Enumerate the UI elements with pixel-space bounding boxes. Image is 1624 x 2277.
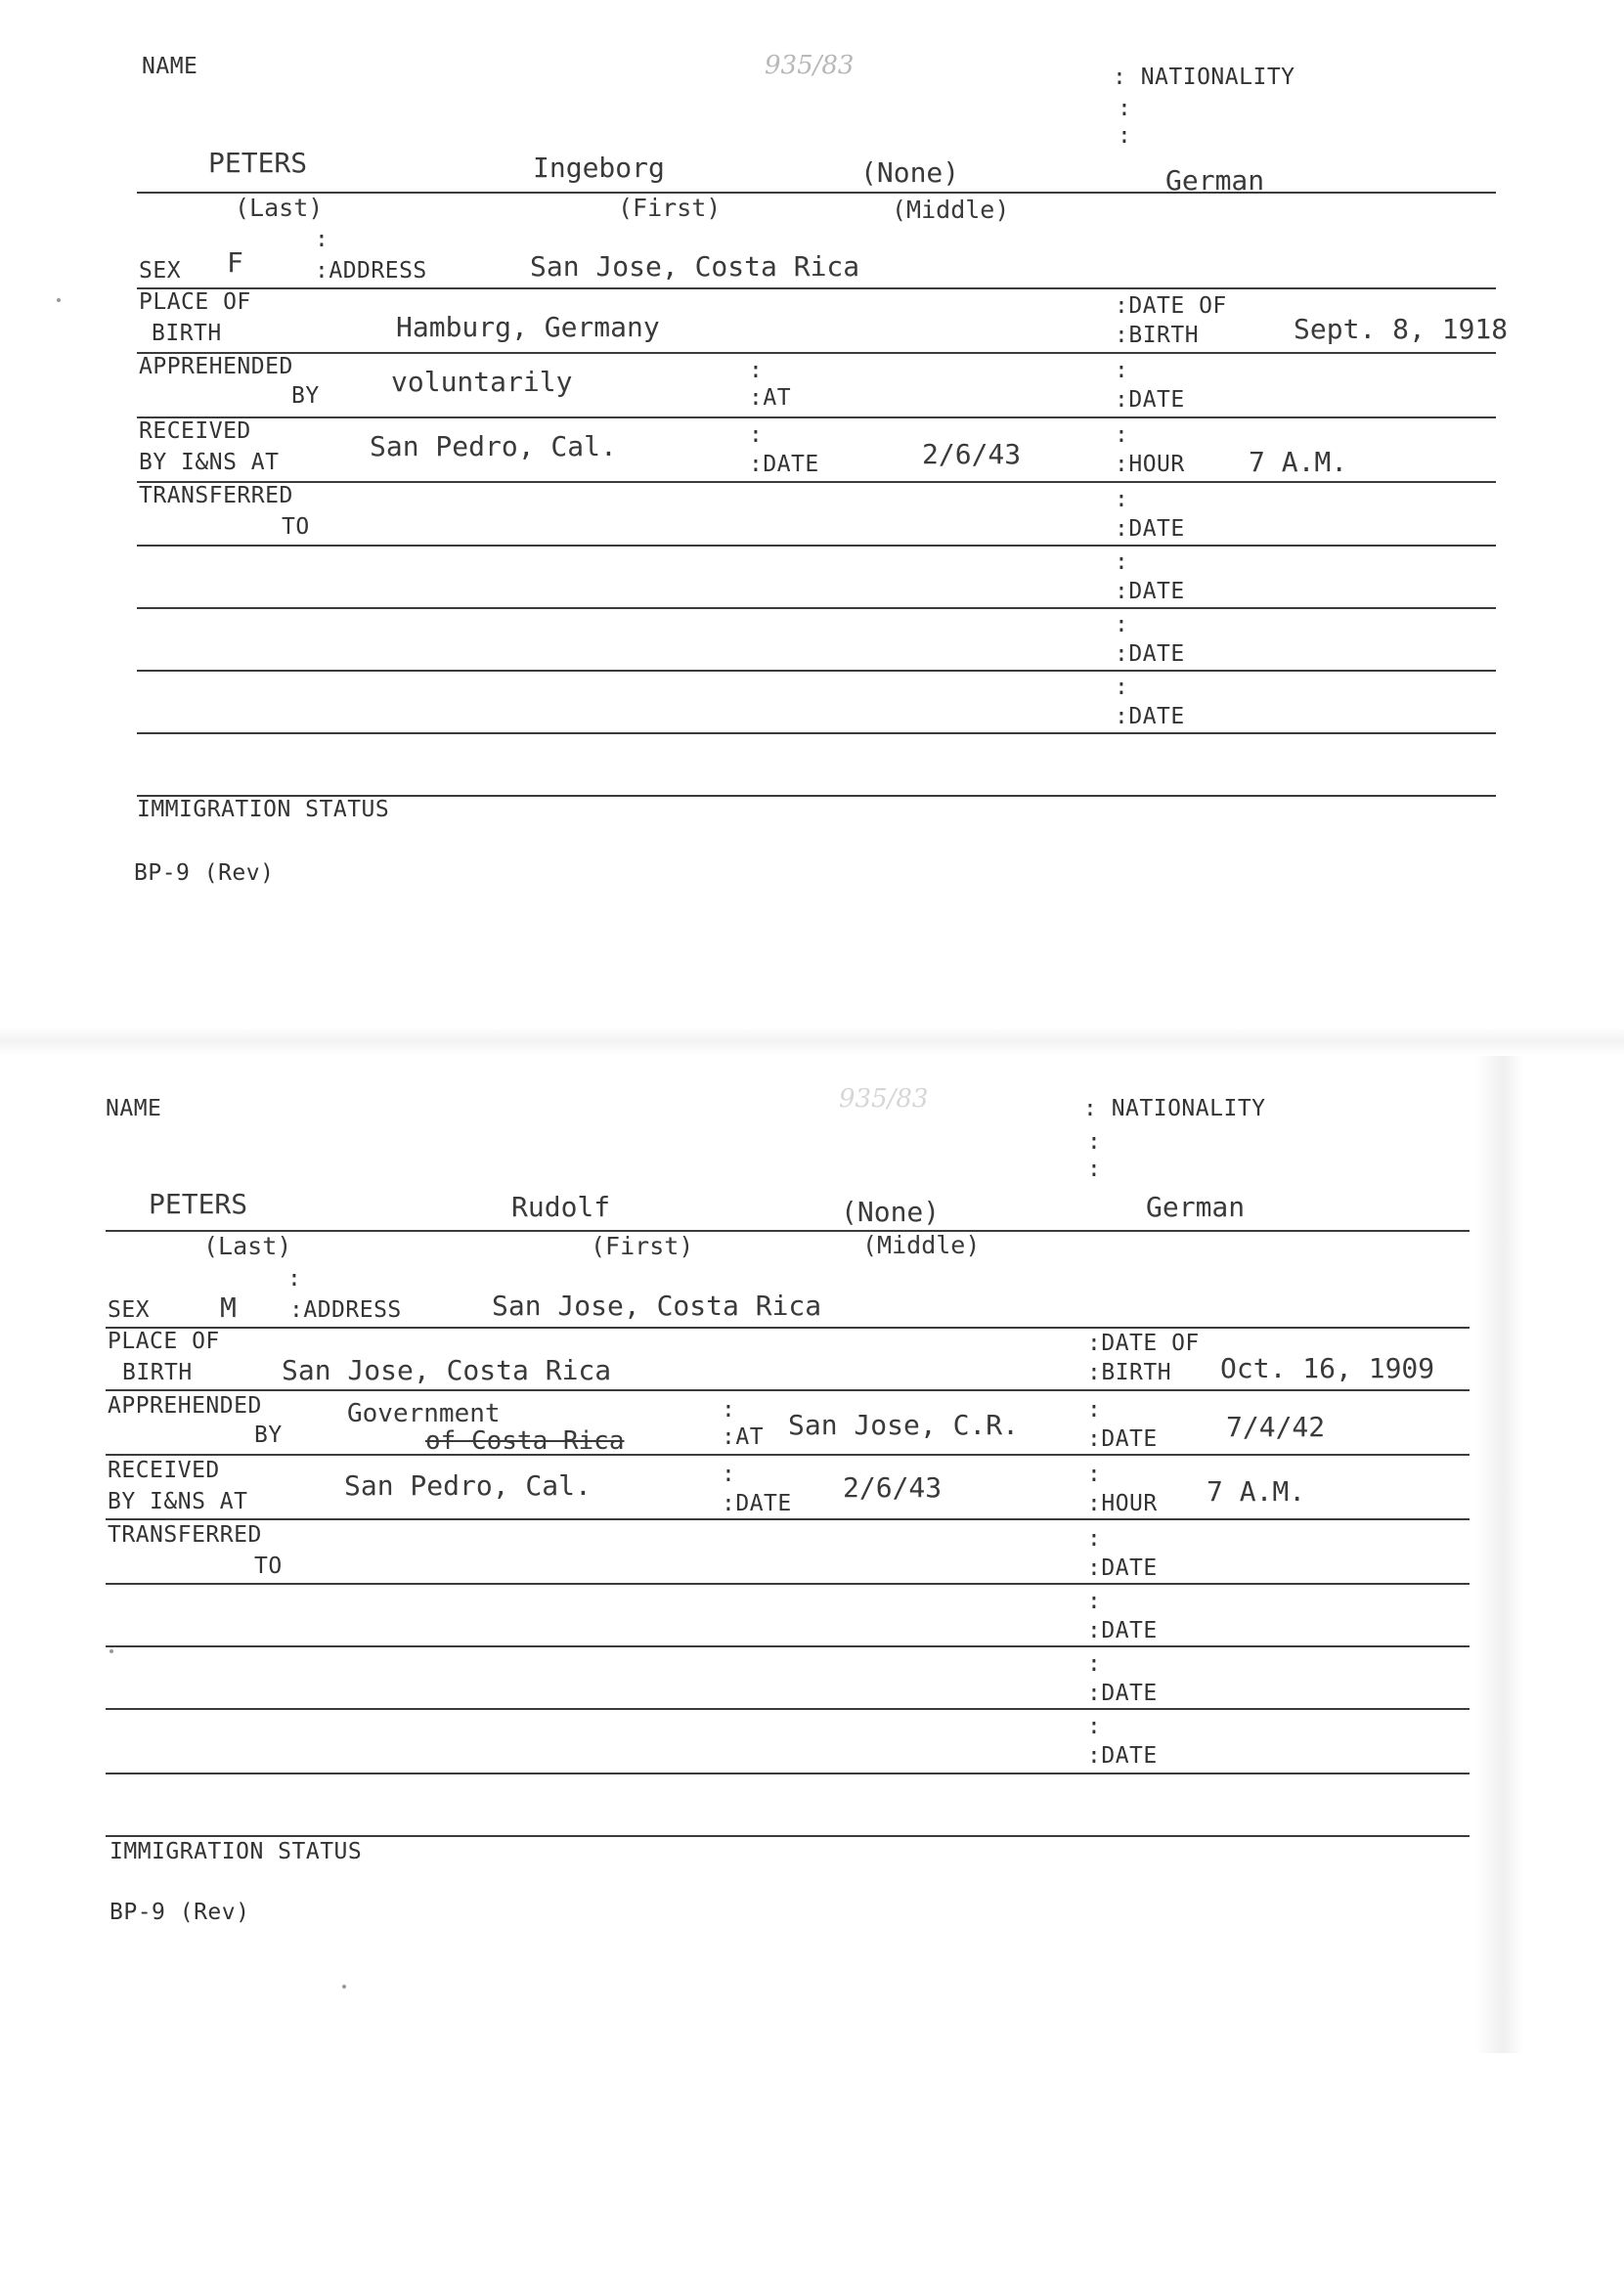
first-caption: (First) <box>591 1232 694 1260</box>
transfer-date-label-1: :DATE <box>1115 516 1185 542</box>
apprehended-date-label: :DATE <box>1087 1426 1158 1452</box>
apprehended-by-value-2: of Costa Rica <box>425 1426 625 1456</box>
colon-mark: : <box>1087 1589 1101 1614</box>
colon-mark: : <box>1087 1462 1101 1487</box>
colon-mark: : <box>1115 549 1128 575</box>
transfer-date-label-4: :DATE <box>1087 1743 1158 1769</box>
form-id: BP-9 (Rev) <box>110 1900 250 1925</box>
nationality-value: German <box>1165 164 1265 197</box>
colon-mark: : <box>1115 675 1128 700</box>
received-label: RECEIVED <box>108 1458 220 1483</box>
scan-speck <box>57 298 61 302</box>
place-of-birth-value: San Jose, Costa Rica <box>282 1354 612 1386</box>
transferred-to-label: TO <box>254 1554 283 1579</box>
colon-mark: : <box>1087 1714 1101 1739</box>
colon-mark: : <box>1087 1397 1101 1423</box>
date-of-birth-label-1: :DATE OF <box>1115 293 1227 319</box>
transfer-date-label-1: :DATE <box>1087 1555 1158 1581</box>
place-of-birth-label-1: PLACE OF <box>108 1329 220 1354</box>
colon-mark: : <box>1087 1129 1101 1155</box>
last-name-value: PETERS <box>149 1188 248 1220</box>
received-date-value: 2/6/43 <box>922 438 1022 470</box>
transfer-date-label-2: :DATE <box>1115 579 1185 604</box>
received-date-label: :DATE <box>749 452 819 477</box>
name-rule <box>106 1230 1470 1232</box>
apprehended-at-value: San Jose, C.R. <box>788 1409 1020 1441</box>
transfer-date-label-3: :DATE <box>1087 1681 1158 1706</box>
first-name-value: Ingeborg <box>533 152 665 184</box>
last-name-value: PETERS <box>208 147 308 179</box>
transferred-label: TRANSFERRED <box>108 1522 262 1548</box>
apprehended-at-label: :AT <box>722 1424 765 1450</box>
last-caption: (Last) <box>203 1232 292 1260</box>
colon-mark: : <box>1087 1651 1101 1677</box>
last-caption: (Last) <box>235 194 324 222</box>
sex-value: M <box>220 1292 237 1324</box>
apprehended-date-label: :DATE <box>1115 387 1185 413</box>
date-of-birth-label-2: :BIRTH <box>1115 323 1200 348</box>
transfer-date-label-3: :DATE <box>1115 641 1185 667</box>
apprehended-by-value-1: voluntarily <box>391 366 573 398</box>
transfer-rule-1 <box>106 1583 1470 1585</box>
apprehended-label: APPREHENDED <box>139 354 293 379</box>
colon-mark: : <box>1118 123 1131 149</box>
transfer-date-label-2: :DATE <box>1087 1618 1158 1643</box>
received-by-ins-label: BY I&NS AT <box>108 1489 248 1514</box>
received-hour-value: 7 A.M. <box>1207 1475 1306 1508</box>
apprehended-rule <box>137 416 1496 418</box>
apprehended-by-value-1: Government <box>347 1399 501 1428</box>
colon-mark: : <box>722 1397 735 1423</box>
received-hour-label: :HOUR <box>1115 452 1185 477</box>
transfer-rule-3 <box>106 1708 1470 1710</box>
colon-mark: : <box>315 227 329 252</box>
name-label: NAME <box>106 1096 162 1121</box>
alien-record-card-2 <box>0 1039 1624 2017</box>
transfer-date-label-4: :DATE <box>1115 704 1185 729</box>
place-of-birth-label-2: BIRTH <box>122 1360 193 1385</box>
scan-speck <box>110 1649 113 1653</box>
middle-caption: (Middle) <box>892 196 1010 224</box>
colon-mark: : <box>749 422 763 448</box>
apprehended-date-value: 7/4/42 <box>1226 1411 1326 1443</box>
received-date-value: 2/6/43 <box>843 1471 943 1504</box>
colon-mark: : <box>749 358 763 383</box>
sex-value: F <box>227 246 243 279</box>
pencil-file-number: 935/83 <box>839 1084 929 1114</box>
birth-rule <box>137 352 1496 354</box>
sex-label: SEX <box>139 258 182 284</box>
colon-mark: : <box>1118 96 1131 121</box>
transfer-rule-3 <box>137 670 1496 672</box>
place-of-birth-label-1: PLACE OF <box>139 289 251 315</box>
scan-speck <box>342 1985 346 1989</box>
first-name-value: Rudolf <box>511 1191 611 1223</box>
apprehended-by-label: BY <box>291 383 320 409</box>
colon-mark: : <box>1115 487 1128 512</box>
pencil-file-number: 935/83 <box>765 51 855 80</box>
received-by-ins-label: BY I&NS AT <box>139 450 280 475</box>
immigration-status-label: IMMIGRATION STATUS <box>137 797 390 822</box>
colon-mark: : <box>722 1462 735 1487</box>
sex-label: SEX <box>108 1297 151 1323</box>
address-value: San Jose, Costa Rica <box>492 1290 822 1322</box>
transfer-rule-2 <box>106 1645 1470 1647</box>
form-id: BP-9 (Rev) <box>134 860 275 886</box>
colon-mark: : <box>1087 1526 1101 1552</box>
received-hour-value: 7 A.M. <box>1249 446 1348 478</box>
middle-name-value: (None) <box>860 156 960 189</box>
apprehended-by-label: BY <box>254 1423 283 1448</box>
first-caption: (First) <box>618 194 722 222</box>
sex-address-rule <box>137 287 1496 289</box>
name-label: NAME <box>142 54 198 79</box>
address-label: :ADDRESS <box>289 1297 402 1323</box>
immigration-status-label: IMMIGRATION STATUS <box>110 1839 363 1864</box>
middle-name-value: (None) <box>841 1196 941 1228</box>
received-at-value: San Pedro, Cal. <box>370 430 617 462</box>
status-rule <box>106 1835 1470 1837</box>
nationality-value: German <box>1146 1191 1246 1223</box>
colon-mark: : <box>1115 358 1128 383</box>
middle-caption: (Middle) <box>862 1231 981 1259</box>
name-rule <box>137 192 1496 194</box>
transfer-rule-1 <box>137 545 1496 547</box>
birth-rule <box>106 1389 1470 1391</box>
apprehended-at-label: :AT <box>749 385 792 411</box>
date-of-birth-label-1: :DATE OF <box>1087 1331 1200 1356</box>
date-of-birth-value: Sept. 8, 1918 <box>1294 313 1509 345</box>
place-of-birth-value: Hamburg, Germany <box>396 311 660 343</box>
address-value: San Jose, Costa Rica <box>530 250 860 283</box>
colon-mark: : <box>1087 1157 1101 1182</box>
alien-record-card-1 <box>0 0 1624 978</box>
received-rule <box>137 481 1496 483</box>
transfer-rule-4 <box>137 732 1496 734</box>
received-label: RECEIVED <box>139 418 251 444</box>
transferred-to-label: TO <box>282 514 310 540</box>
apprehended-label: APPREHENDED <box>108 1393 262 1419</box>
address-label: :ADDRESS <box>315 258 427 284</box>
received-hour-label: :HOUR <box>1087 1491 1158 1516</box>
date-of-birth-value: Oct. 16, 1909 <box>1220 1352 1435 1384</box>
colon-mark: : <box>1115 422 1128 448</box>
transfer-rule-4 <box>106 1773 1470 1774</box>
nationality-label: : NATIONALITY <box>1113 65 1295 90</box>
place-of-birth-label-2: BIRTH <box>152 321 222 346</box>
transfer-rule-2 <box>137 607 1496 609</box>
apprehended-rule <box>106 1454 1470 1456</box>
date-of-birth-label-2: :BIRTH <box>1087 1360 1172 1385</box>
sex-address-rule <box>106 1327 1470 1329</box>
colon-mark: : <box>1115 612 1128 637</box>
received-at-value: San Pedro, Cal. <box>344 1469 592 1502</box>
received-date-label: :DATE <box>722 1491 792 1516</box>
transferred-label: TRANSFERRED <box>139 483 293 508</box>
received-rule <box>106 1518 1470 1520</box>
nationality-label: : NATIONALITY <box>1083 1096 1266 1121</box>
colon-mark: : <box>287 1266 301 1292</box>
